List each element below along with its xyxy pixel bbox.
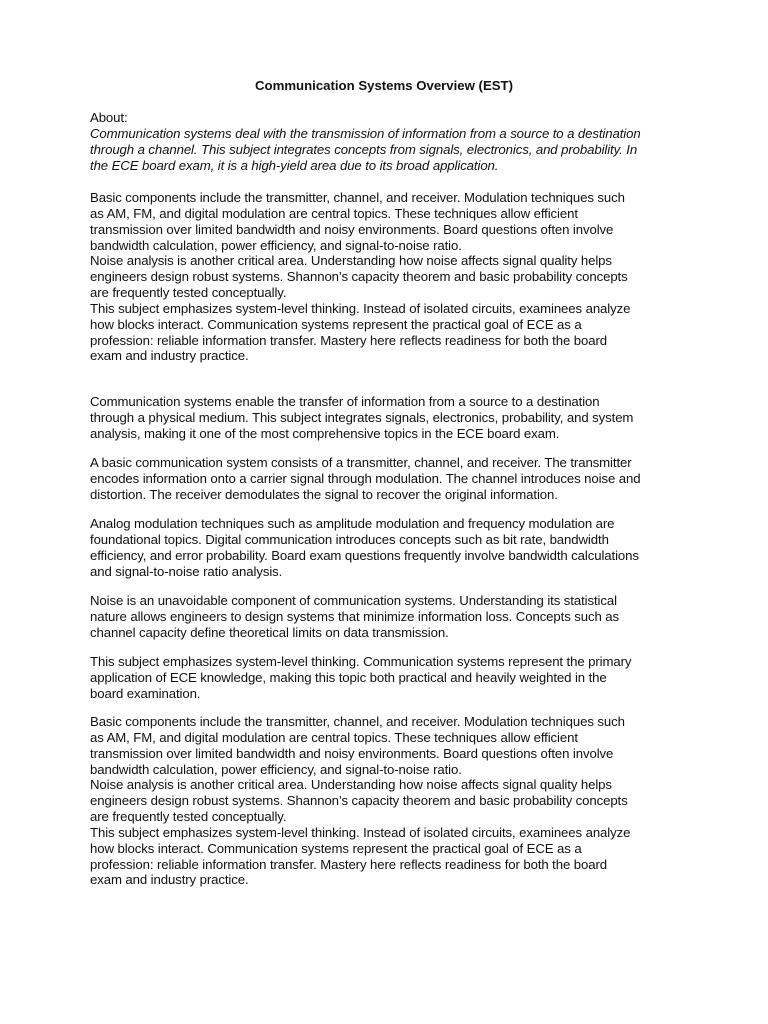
paragraph-1 (90, 394, 690, 442)
section-2-line: profession: reliable information transfer. Mastery here reflects readiness for both the board (90, 856, 608, 872)
paragraph-2-line: encodes information onto a carrier signal through modulation. The channel introduces noise and (90, 470, 641, 486)
section-1-line: Noise analysis is another critical area. Understanding how noise affects signal quality helps (90, 253, 612, 269)
section-2-line: transmission over limited bandwidth and noisy environments. Board questions often involve (90, 745, 614, 761)
section-1-line: engineers design robust systems. Shannon’s capacity theorem and basic probability concepts (90, 269, 628, 285)
section-2-line: exam and industry practice. (90, 872, 249, 888)
paragraph-2 (90, 455, 690, 503)
paragraph-4-line: nature allows engineers to design systems that minimize information loss. Concepts such as (90, 608, 620, 624)
section-1-line: are frequently tested conceptually. (90, 285, 287, 301)
paragraph-5-line: board examination. (90, 685, 201, 701)
section-2-line: how blocks interact. Communication systems represent the practical goal of ECE as a (90, 840, 582, 856)
section-2-line: engineers design robust systems. Shannon’s capacity theorem and basic probability concepts (90, 793, 628, 809)
paragraph-3-line: foundational topics. Digital communication introduces concepts such as bit rate, bandwidth (90, 531, 609, 547)
section-1-line: bandwidth calculation, power efficiency, and signal-to-noise ratio. (90, 237, 462, 253)
section-1-line: as AM, FM, and digital modulation are central topics. These techniques allow efficient (90, 205, 578, 221)
about-line: through a channel. This subject integrates concepts from signals, electronics, and probability. In (90, 141, 638, 157)
paragraph-1-line: through a physical medium. This subject integrates signals, electronics, probability, and system (90, 409, 634, 425)
paragraph-4-line: channel capacity define theoretical limits on data transmission. (90, 624, 449, 640)
section-1-line: This subject emphasizes system-level thinking. Instead of isolated circuits, examinees analyze (90, 300, 631, 316)
paragraph-5-line: This subject emphasizes system-level thinking. Communication systems represent the primary (90, 654, 632, 669)
about-label-block (90, 110, 690, 126)
section-2-line: are frequently tested conceptually. (90, 809, 287, 825)
paragraph-4-line: Noise is an unavoidable component of communication systems. Understanding its statistical (90, 593, 617, 608)
section-2-line: as AM, FM, and digital modulation are central topics. These techniques allow efficient (90, 729, 578, 745)
section-2-line: Noise analysis is another critical area. Understanding how noise affects signal quality helps (90, 777, 612, 793)
section-1-line: exam and industry practice. (90, 348, 249, 364)
section-2-line: Basic components include the transmitter, channel, and receiver. Modulation techniques such (90, 714, 625, 729)
section-1-line: Basic components include the transmitter, channel, and receiver. Modulation techniques such (90, 190, 625, 205)
paragraph-3 (90, 516, 690, 579)
paragraph-3-line: Analog modulation techniques such as amplitude modulation and frequency modulation are (90, 516, 615, 531)
section-2-line: bandwidth calculation, power efficiency, and signal-to-noise ratio. (90, 761, 462, 777)
paragraph-3-line: and signal-to-noise ratio analysis. (90, 563, 283, 579)
section-1-line: profession: reliable information transfer. Mastery here reflects readiness for both the board (90, 332, 608, 348)
paragraph-1-line: analysis, making it one of the most comprehensive topics in the ECE board exam. (90, 425, 560, 441)
paragraph-1-line: Communication systems enable the transfer of information from a source to a destination (90, 394, 600, 409)
about-paragraph (90, 126, 690, 174)
paragraph-2-line: distortion. The receiver demodulates the signal to recover the original information. (90, 486, 558, 502)
section-1-line: transmission over limited bandwidth and noisy environments. Board questions often involve (90, 221, 614, 237)
paragraph-5 (90, 654, 690, 702)
paragraph-3-line: efficiency, and error probability. Board exam questions frequently involve bandwidth calculations (90, 547, 639, 563)
about-line: the ECE board exam, it is a high-yield area due to its broad application. (90, 157, 499, 173)
about-line: Communication systems deal with the transmission of information from a source to a destination (90, 126, 641, 141)
document-title: Communication Systems Overview (EST) (255, 78, 513, 93)
section-1 (90, 190, 690, 364)
paragraph-5-line: application of ECE knowledge, making this topic both practical and heavily weighted in the (90, 669, 607, 685)
section-1-line: how blocks interact. Communication systems represent the practical goal of ECE as a (90, 316, 582, 332)
section-2-line: This subject emphasizes system-level thinking. Instead of isolated circuits, examinees analyze (90, 824, 631, 840)
paragraph-4 (90, 593, 690, 641)
section-2 (90, 714, 690, 888)
about-label: About: (90, 110, 128, 125)
paragraph-2-line: A basic communication system consists of a transmitter, channel, and receiver. The transmitter (90, 455, 632, 470)
